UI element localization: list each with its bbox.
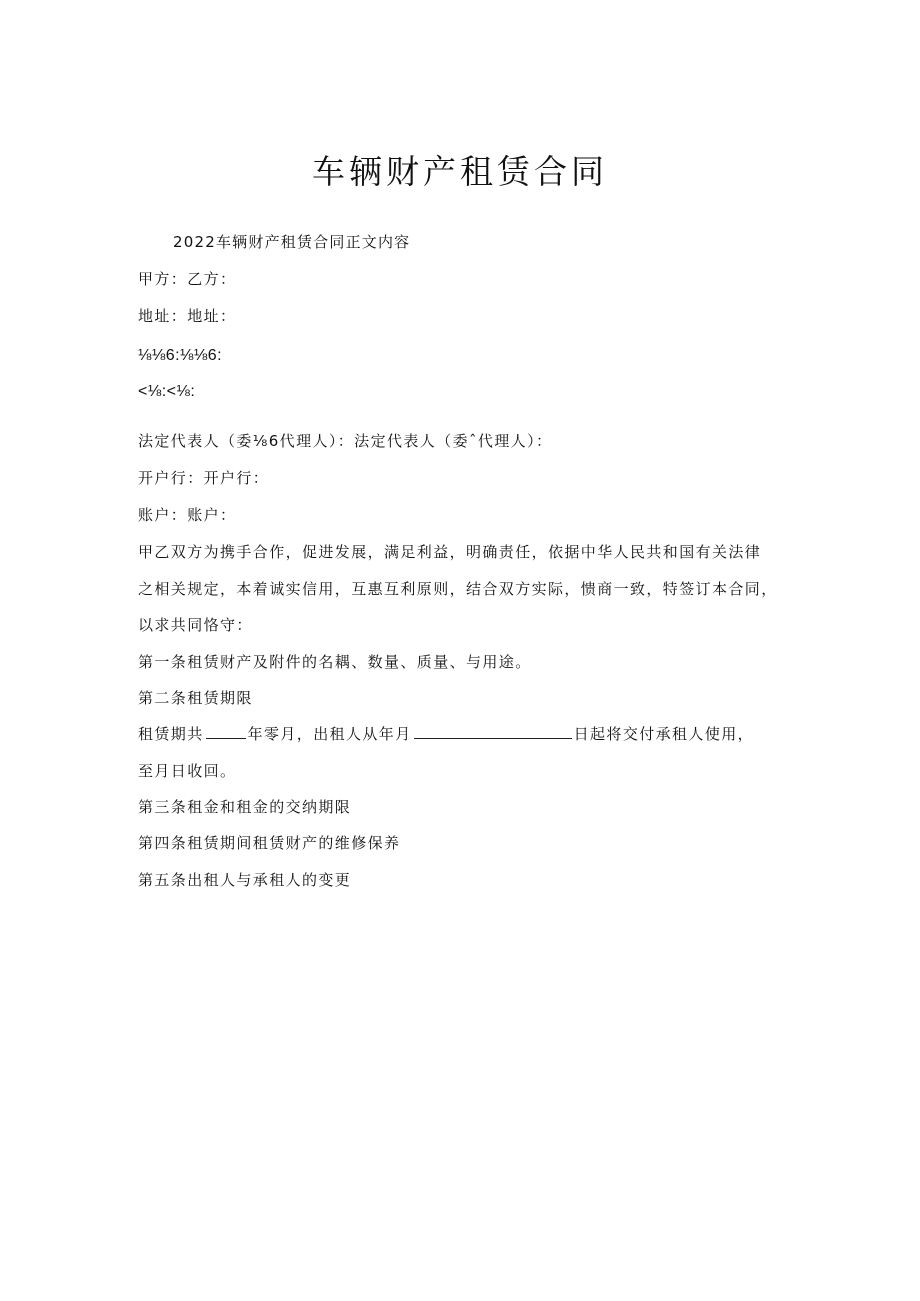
bank-line: 开户行：开户行：: [138, 469, 270, 487]
parties-line: 甲方：乙方：: [138, 270, 237, 288]
preamble-line-1: 甲乙双方为携手合作，促进发展，满足利益，明确责任，依据中华人民共和国有关法律: [138, 543, 762, 561]
legal-representative-line: 法定代表人（委⅛6代理人）：法定代表人（委ˆ代理人）：: [138, 432, 553, 450]
lease-term-part-2: 年零月，出租人从年月: [247, 725, 412, 743]
article-3: 第三条租金和租金的交纳期限: [138, 798, 352, 816]
start-date-blank: [414, 723, 572, 739]
address-line: 地址：地址：: [138, 307, 237, 325]
garbled-line-2: <⅛:<⅛:: [138, 383, 196, 400]
article-5: 第五条出租人与承租人的变更: [138, 871, 352, 889]
lease-term-part-3: 日起将交付承租人使用，: [573, 725, 755, 743]
lease-term-line-2: 至月日收回。: [138, 762, 237, 780]
lease-term-line: [138, 722, 754, 746]
document-title: 车辆财产租赁合同: [312, 152, 608, 191]
article-4: 第四条租赁期间租赁财产的维修保养: [138, 834, 401, 852]
preamble-line-2: 之相关规定，本着诚实信用，互惠互利原则，结合双方实际，愦商一致，特签订本合同，: [138, 580, 778, 598]
garbled-line-1: ⅛⅛6:⅛⅛6:: [138, 347, 223, 364]
lease-term-part-1: 租赁期共: [138, 725, 204, 743]
years-blank: [206, 723, 246, 739]
article-2: 第二条租赁期限: [138, 689, 253, 707]
article-1: 第一条租赁财产及附件的名耦、数量、质量、与用途。: [138, 653, 532, 671]
account-line: 账户：账户：: [138, 506, 237, 524]
preamble-line-3: 以求共同恪守：: [138, 616, 253, 634]
document-subtitle: 2022车辆财产租赁合同正文内容: [173, 233, 411, 251]
